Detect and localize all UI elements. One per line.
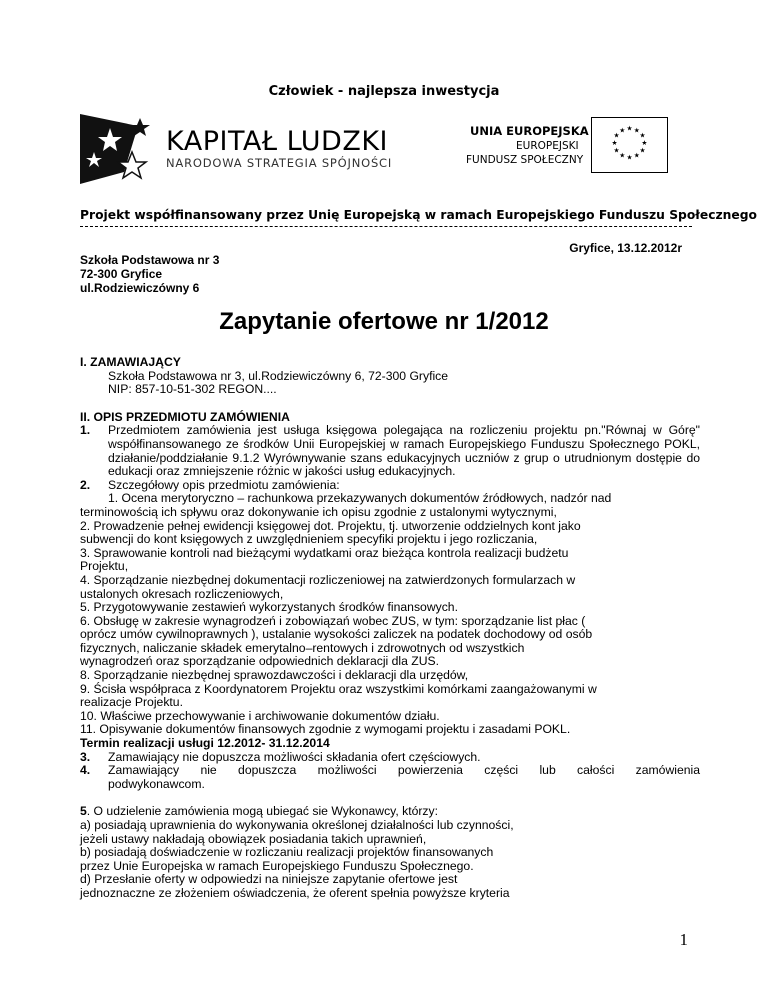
list-item: 8. Sporządzanie niezbędnej sprawozdawczości i deklaracji dla urzędów, — [80, 668, 469, 683]
document-title: Zapytanie ofertowe nr 1/2012 — [219, 308, 549, 335]
ue-line2: FUNDUSZ SPOŁECZNY — [466, 154, 584, 166]
list-item: oprócz umów cywilnoprawnych ), ustalanie wysokości zaliczek na podatek dochodowy od osób — [80, 627, 593, 642]
list-item: 2. Prowadzenie pełnej ewidencji księgowej dot. Projektu, tj. utworzenie oddzielnych kont jako — [80, 518, 581, 533]
point-5-text: . O udzielenie zamówienia mogą ubiegać sie Wykonawcy, którzy: — [86, 804, 439, 819]
s1-line1: Szkoła Podstawowa nr 3, ul.Rodziewiczówny 6, 72-300 Gryfice — [108, 368, 449, 383]
list-item: wynagrodzeń oraz sporządzanie odpowiednich deklaracji dla ZUS. — [80, 654, 440, 669]
header-divider — [80, 226, 692, 227]
sender-line2: 72-300 Gryfice — [80, 267, 163, 281]
point-5-line: b) posiadają doświadczenie w rozliczaniu realizacji projektów finansowanych — [80, 845, 494, 860]
list-item: 6. Obsługę w zakresie wynagrodzeń i zobowiązań wobec ZUS, w tym: sporządzanie list płac ( — [80, 613, 586, 628]
svg-text:★: ★ — [626, 153, 633, 162]
svg-text:★: ★ — [613, 131, 620, 140]
sender-line1: Szkoła Podstawowa nr 3 — [80, 253, 220, 267]
svg-text:★: ★ — [633, 126, 640, 135]
point-5-line: jednoznaczne ze złożeniem oświadczenia, że oferent spełnia powyższe kryteria — [80, 885, 510, 900]
svg-text:★: ★ — [641, 139, 648, 147]
list-item: 5. Przygotowywanie zestawień wykorzystanych środków finansowych. — [80, 600, 458, 615]
svg-text:★: ★ — [639, 131, 646, 140]
point-4-num: 4. — [80, 763, 91, 778]
ue-line1: EUROPEJSKI — [516, 140, 579, 152]
point-3 — [80, 751, 700, 765]
cofinancing-line: Projekt współfinansowany przez Unię Europejską w ramach Europejskiego Funduszu Społecznego — [80, 208, 758, 222]
kl-logo-subtitle: NARODOWA STRATEGIA SPÓJNOŚCI — [166, 156, 393, 170]
kapital-ludzki-logo-icon — [80, 112, 160, 186]
point-5-num: 5 — [80, 804, 87, 819]
list-item: 4. Sporządzanie niezbędnej dokumentacji rozliczeniowej na zatwierdzonych formularzach w — [80, 572, 576, 587]
svg-text:★: ★ — [619, 126, 626, 135]
point-4-line2: podwykonawcom. — [108, 776, 205, 791]
svg-text:★: ★ — [626, 124, 633, 133]
list-item: 10. Właściwe przechowywanie i archiwowanie dokumentów działu. — [80, 708, 440, 723]
list-item: realizacje Projektu. — [80, 695, 183, 710]
sender-line3: ul.Rodziewiczówny 6 — [80, 281, 200, 295]
list-item: ustalonych okresach rozliczeniowych, — [80, 586, 284, 601]
list-item: terminowością ich spływu oraz dokonywanie ich opisu zgodnie z ustalonymi wytycznymi, — [80, 504, 557, 519]
point-5-line: d) Przesłanie oferty w odpowiedzi na niniejsze zapytanie ofertowe jest — [80, 872, 458, 887]
point-2-num: 2. — [80, 477, 91, 492]
ue-title: UNIA EUROPEJSKA — [470, 124, 589, 138]
point-2 — [80, 479, 700, 493]
kl-logo-title: KAPITAŁ LUDZKI — [166, 126, 388, 157]
point-5-line: przez Unie Europejska w ramach Europejskiego Funduszu Społecznego. — [80, 858, 474, 873]
svg-text:★: ★ — [611, 139, 618, 147]
list-item: 11. Opisywanie dokumentów finansowych zgodnie z wymogami projektu i zasadami POKL. — [80, 722, 571, 737]
document-date: Gryfice, 13.12.2012r — [569, 241, 682, 255]
svg-text:★: ★ — [619, 151, 626, 160]
point-3-num: 3. — [80, 749, 91, 764]
document-body — [80, 356, 700, 901]
sender-address — [80, 253, 219, 295]
point-2-text: Szczegółowy opis przedmiotu zamówienia: — [108, 477, 340, 492]
point-5-intro — [80, 805, 700, 819]
eu-flag-icon — [591, 117, 668, 173]
list-item: subwencji do kont księgowych z uwzględnieniem specyfiki projektu i jego rozliczania, — [80, 532, 538, 547]
term-line: Termin realizacji usługi 12.2012- 31.12.2014 — [80, 736, 330, 751]
svg-text:★: ★ — [633, 151, 640, 160]
section-heading-2: II. OPIS PRZEDMIOTU ZAMÓWIENIA — [80, 409, 290, 424]
point-4-body — [108, 764, 700, 791]
page-number: 1 — [679, 930, 688, 949]
list-item: 3. Sprawowanie kontroli nad bieżącymi wydatkami oraz bieżąca kontrola realizacji budżetu — [80, 545, 569, 560]
point-1-num: 1. — [80, 423, 91, 438]
point-3-text: Zamawiający nie dopuszcza możliwości składania ofert częściowych. — [108, 749, 481, 764]
list-item: fizycznych, naliczanie składek emerytalno–rentowych i zdrowotnych od wszystkich — [80, 640, 525, 655]
point-1-text: Przedmiotem zamówienia jest usługa księgowa polegająca na rozliczeniu projektu pn."Równaj w Górę" współfinansowanego ze środków Unii Europejskiej w ramach Europejskiego Funduszu Społecznego POKL, działanie/poddziałanie 9.1.2 Wyrównywanie szans edukacyjnych uczniów z grup o utrudnionym dostępie do edukacji oraz zmniejszenie różnic w jakości usług edukacyjnych. — [108, 423, 700, 479]
svg-text:★: ★ — [613, 146, 620, 155]
point-5-line: a) posiadają uprawnienia do wykonywania określonej działalności lub czynności, — [80, 818, 514, 832]
list-item: Projektu, — [80, 559, 129, 574]
point-5-line: jeżeli ustawy nakładają obowiązek posiadania takich uprawnień, — [80, 831, 427, 846]
point-4 — [80, 764, 700, 791]
motto: Człowiek - najlepsza inwestycja — [268, 84, 500, 99]
section-heading-1: I. ZAMAWIAJĄCY — [80, 355, 181, 369]
list-item: 1. Ocena merytoryczno – rachunkowa przekazywanych dokumentów źródłowych, nadzór nad — [108, 491, 612, 506]
s1-line2: NIP: 857-10-51-302 REGON.... — [108, 382, 277, 397]
point-1 — [80, 424, 700, 478]
list-item: 9. Ścisła współpraca z Koordynatorem Projektu oraz wszystkimi komórkami zaangażowanymi w — [80, 681, 597, 696]
svg-text:★: ★ — [639, 146, 646, 155]
point-4-line1: Zamawiający nie dopuszcza możliwości powierzenia części lub całości zamówienia — [108, 763, 700, 778]
